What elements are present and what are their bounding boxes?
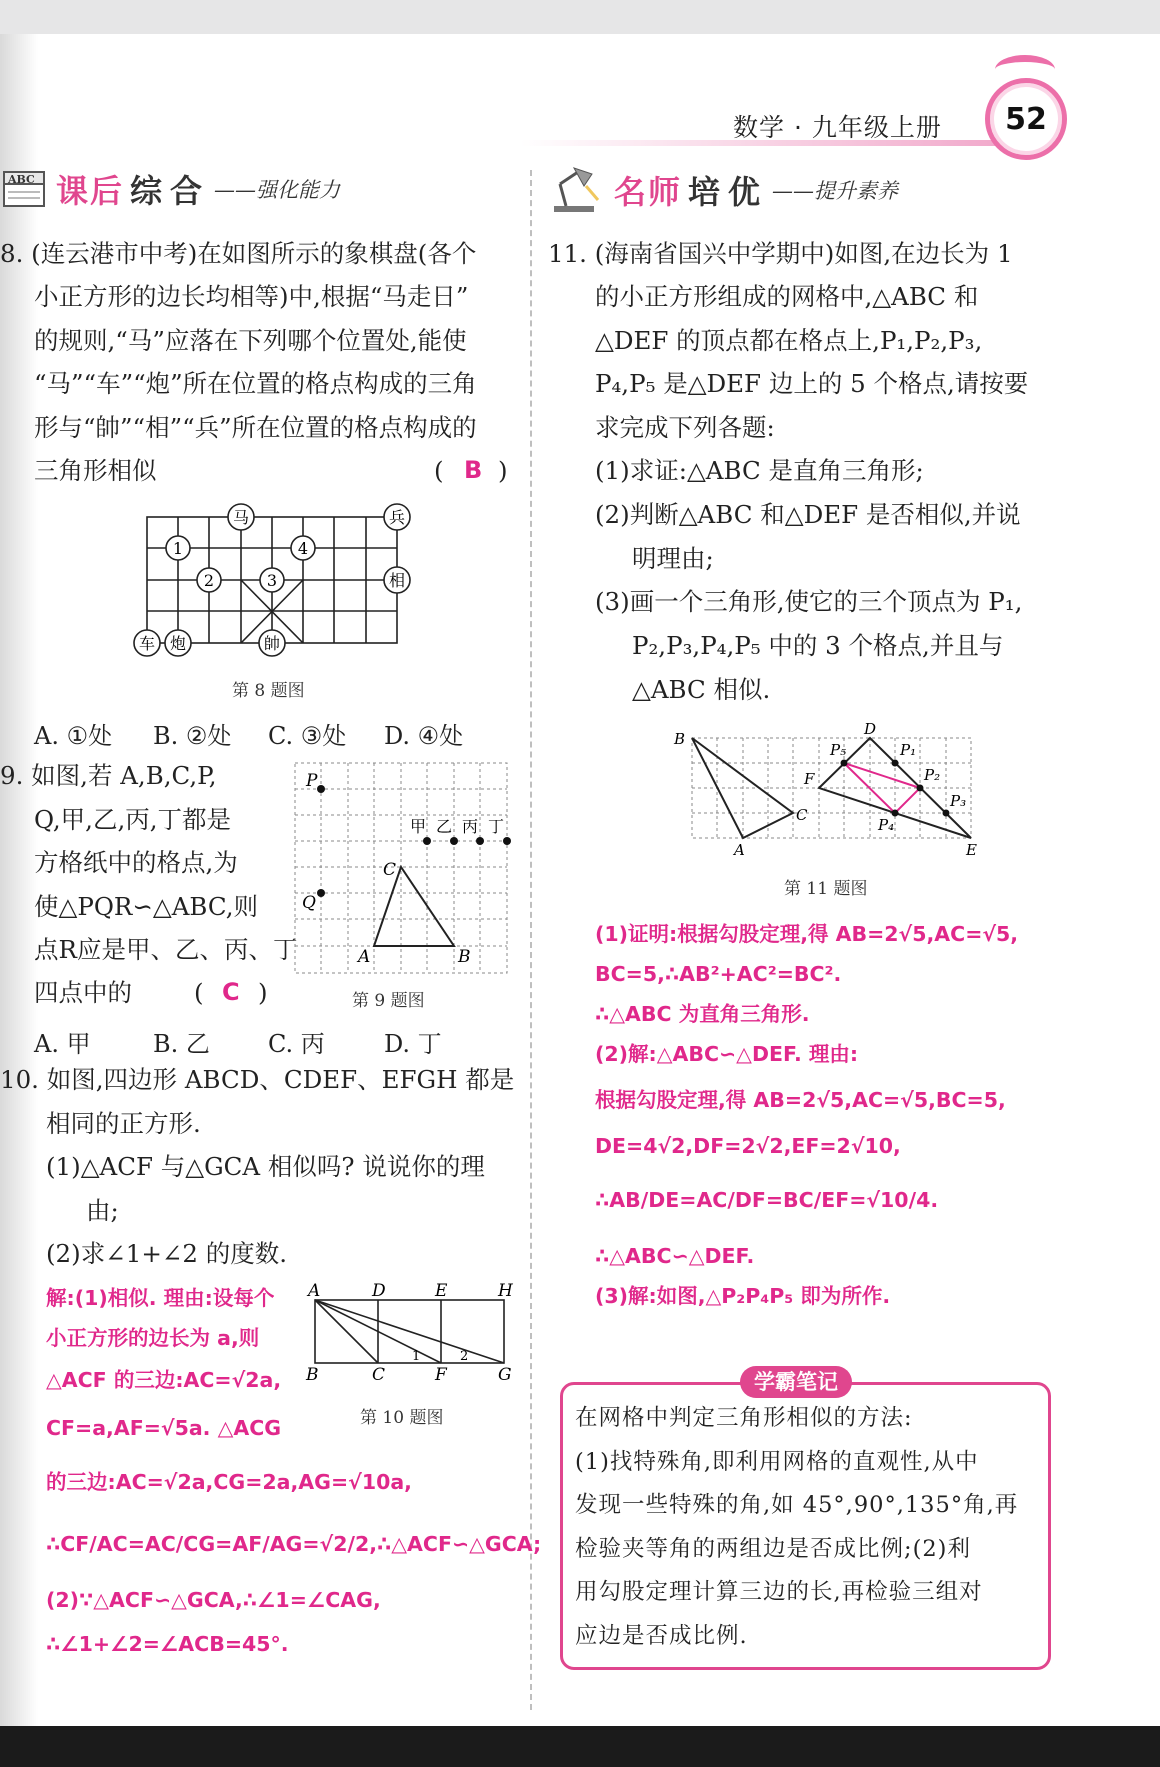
label-c: C <box>796 806 808 824</box>
label-q: Q <box>302 893 316 913</box>
q11-line: P₂,P₃,P₄,P₅ 中的 3 个格点,并且与 <box>632 631 1004 660</box>
q11-solution-line: DE=4√2,DF=2√2,EF=2√10, <box>595 1134 901 1158</box>
section-subtitle: ——提升素养 <box>772 179 899 203</box>
q9-grid-figure <box>290 758 520 978</box>
q9-line: 使△PQR∽△ABC,则 <box>34 892 259 921</box>
q9-line: 方格纸中的格点,为 <box>34 848 238 877</box>
q8-line: 形与“帥”“相”“兵”所在位置的格点构成的 <box>34 413 477 442</box>
label-b: B <box>458 947 471 967</box>
q11-grid-figure <box>668 722 988 862</box>
q11-solution-line: (2)解:△ABC∽△DEF. 理由: <box>595 1042 859 1066</box>
q8-line: 8. (连云港市中考)在如图所示的象棋盘(各个 <box>0 239 477 268</box>
q8-line: 的规则,“马”应落在下列哪个位置处,能使 <box>34 326 467 355</box>
q11-solution-line: ∴AB/DE=AC/DF=BC/EF=√10/4. <box>595 1188 939 1212</box>
q8-paren-close: ) <box>498 456 508 485</box>
point-p2 <box>917 785 924 792</box>
label-p4: P₄ <box>878 816 895 834</box>
label-f: F <box>804 770 815 788</box>
desk-lamp-icon <box>548 166 606 214</box>
label-h: H <box>498 1282 513 1301</box>
q10-solution-line: 解:(1)相似. 理由:设每个 <box>46 1286 275 1310</box>
q8-line: 小正方形的边长均相等)中,根据“马走日” <box>34 282 469 311</box>
section-title-part3: 优 <box>728 173 763 211</box>
piece-marshal-label: 帥 <box>263 634 281 653</box>
label-g: G <box>498 1365 512 1382</box>
q9-choice-a: A. 甲 <box>34 1030 91 1058</box>
position-3-label: 3 <box>266 571 278 590</box>
q11-line: 明理由; <box>632 544 714 573</box>
piece-cannon-label: 炮 <box>169 634 187 653</box>
label-a: A <box>734 841 745 859</box>
q11-solution-line: ∴△ABC 为直角三角形. <box>595 1002 810 1026</box>
q8-choice-a: A. ①处 <box>34 722 113 750</box>
q11-solution-line: BC=5,∴AB²+AC²=BC². <box>595 962 842 986</box>
label-p3: P₃ <box>950 792 967 810</box>
q9-choice-d: D. 丁 <box>384 1030 442 1058</box>
q10-solution-line: ∴∠1+∠2=∠ACB=45°. <box>46 1632 289 1656</box>
segment-ac <box>315 1300 378 1363</box>
section-title-part2: 综 <box>130 172 165 210</box>
label-p: P <box>306 771 318 791</box>
page-spine-shadow <box>0 34 38 1726</box>
section-head-after-class <box>2 166 340 212</box>
section-title-part2: 培 <box>688 173 723 211</box>
q11-line: 11. (海南省国兴中学期中)如图,在边长为 1 <box>548 239 1013 268</box>
q8-line: “马”“车”“炮”所在位置的格点构成的三角 <box>34 369 477 398</box>
note-line: (1)找特殊角,即利用网格的直观性,从中 <box>575 1448 979 1475</box>
q11-line: (1)求证:△ABC 是直角三角形; <box>595 456 924 485</box>
study-notes-text <box>575 1397 1035 1658</box>
q11-line: P₄,P₅ 是△DEF 边上的 5 个格点,请按要 <box>595 369 1029 398</box>
piece-soldier-label: 兵 <box>388 508 406 527</box>
piece-minister-label: 相 <box>388 571 406 590</box>
q11-line: △ABC 相似. <box>632 675 771 704</box>
section-subtitle: ——强化能力 <box>214 178 341 202</box>
q10-line: 相同的正方形. <box>46 1109 201 1138</box>
q10-line: (1)△ACF 与△GCA 相似吗? 说说你的理 <box>46 1152 485 1181</box>
point-jia <box>423 837 431 845</box>
point-ding <box>503 837 511 845</box>
q10-solution-line: (2)∵△ACF∽△GCA,∴∠1=∠CAG, <box>46 1588 381 1612</box>
label-a: A <box>358 947 371 967</box>
q10-solution-line: 小正方形的边长为 a,则 <box>46 1326 260 1350</box>
q11-line: (3)画一个三角形,使它的三个顶点为 P₁, <box>595 587 1023 616</box>
q11-line: (2)判断△ABC 和△DEF 是否相似,并说 <box>595 500 1021 529</box>
q8-choice-c: C. ③处 <box>268 722 347 750</box>
q11-solution-line: (1)证明:根据勾股定理,得 AB=2√5,AC=√5, <box>595 922 1019 946</box>
section-title-part1: 课后 <box>56 172 125 210</box>
q10-line: 由; <box>86 1196 119 1225</box>
q11-line: 的小正方形组成的网格中,△ABC 和 <box>595 282 979 311</box>
label-yi: 乙 <box>436 817 453 836</box>
q8-line: 三角形相似 <box>34 456 157 485</box>
position-4-label: 4 <box>297 539 309 558</box>
abc-book-icon <box>2 168 48 210</box>
point-p3 <box>943 810 950 817</box>
q9-caption: 第 9 题图 <box>352 991 425 1011</box>
q8-caption: 第 8 题图 <box>232 681 305 701</box>
note-line: 发现一些特殊的角,如 45°,90°,135°角,再 <box>575 1492 1019 1518</box>
label-d: D <box>372 1282 386 1301</box>
q9-answer: C <box>222 978 240 1006</box>
q9-line: Q,甲,乙,丙,丁都是 <box>34 805 232 834</box>
note-line: 用勾股定理计算三边的长,再检验三组对 <box>575 1579 983 1605</box>
label-f: F <box>435 1365 447 1382</box>
label-c: C <box>383 860 397 880</box>
point-p5 <box>841 760 848 767</box>
point-q <box>317 889 325 897</box>
label-ding: 丁 <box>488 817 505 836</box>
q9-paren-close: ) <box>258 978 268 1007</box>
q11-solution-line: (3)解:如图,△P₂P₄P₅ 即为所作. <box>595 1284 891 1308</box>
q9-choice-c: C. 丙 <box>268 1030 325 1058</box>
label-d: D <box>864 722 877 738</box>
q11-solution-line: 根据勾股定理,得 AB=2√5,AC=√5,BC=5, <box>595 1088 1006 1112</box>
page-header-title: 数学 · 九年级上册 <box>733 113 942 142</box>
label-c: C <box>372 1365 386 1382</box>
label-p5: P₅ <box>830 741 847 759</box>
q8-paren-open: ( <box>434 456 444 485</box>
label-jia: 甲 <box>410 817 427 836</box>
note-line: 应边是否成比例. <box>575 1622 748 1649</box>
label-b: B <box>674 730 686 748</box>
column-divider <box>530 170 532 1710</box>
position-1-label: 1 <box>172 539 184 558</box>
note-line: 在网格中判定三角形相似的方法: <box>575 1405 913 1431</box>
top-edge <box>0 0 1160 34</box>
q9-line: 9. 如图,若 A,B,C,P, <box>0 761 217 790</box>
label-bing: 丙 <box>462 817 479 836</box>
angle-1-label: 1 <box>412 1349 421 1364</box>
segment-ag <box>315 1300 504 1363</box>
q10-line: 10. 如图,四边形 ABCD、CDEF、EFGH 都是 <box>0 1065 515 1094</box>
label-e: E <box>435 1282 448 1301</box>
q10-caption: 第 10 题图 <box>360 1408 444 1428</box>
q10-solution-line: △ACF 的三边:AC=√2a, <box>46 1368 282 1392</box>
point-p <box>317 785 325 793</box>
q10-solution-line: CF=a,AF=√5a. △ACG <box>46 1416 282 1440</box>
page-number-badge: 52 <box>985 78 1067 160</box>
q9-line: 四点中的 <box>34 978 132 1007</box>
label-a: A <box>308 1282 321 1301</box>
point-bing <box>476 837 484 845</box>
section-title-part1: 名师 <box>614 173 683 211</box>
q11-caption: 第 11 题图 <box>784 879 868 899</box>
section-title-part3: 合 <box>170 172 205 210</box>
label-e: E <box>966 841 977 859</box>
label-b: B <box>306 1365 319 1382</box>
section-head-teacher <box>548 166 898 214</box>
q9-paren-open: ( <box>194 978 204 1007</box>
study-notes-title: 学霸笔记 <box>740 1366 852 1398</box>
note-line: 检验夹等角的两组边是否成比例;(2)利 <box>575 1535 971 1562</box>
q8-chessboard-figure <box>130 500 420 665</box>
piece-chariot-label: 车 <box>138 634 156 653</box>
q8-choice-d: D. ④处 <box>384 722 464 750</box>
q11-line: △DEF 的顶点都在格点上,P₁,P₂,P₃, <box>595 326 983 355</box>
q10-solution-line: 的三边:AC=√2a,CG=2a,AG=√10a, <box>46 1470 412 1494</box>
q8-choice-b: B. ②处 <box>153 722 232 750</box>
q9-line: 点R应是甲、乙、丙、丁 <box>34 935 298 964</box>
q11-line: 求完成下列各题: <box>595 413 775 442</box>
label-p1: P₁ <box>900 741 917 759</box>
q9-choice-b: B. 乙 <box>153 1030 210 1058</box>
piece-horse-label: 马 <box>232 508 250 527</box>
position-2-label: 2 <box>203 571 215 590</box>
q11-solution-line: ∴△ABC∽△DEF. <box>595 1244 755 1268</box>
q10-line: (2)求∠1+∠2 的度数. <box>46 1239 288 1268</box>
q10-squares-figure <box>300 1282 515 1382</box>
point-yi <box>450 837 458 845</box>
q10-solution-line: ∴CF/AC=AC/CG=AF/AG=√2/2,∴△ACF∽△GCA; <box>46 1532 542 1556</box>
q8-answer: B <box>464 456 483 484</box>
svg-text:ABC: ABC <box>8 173 35 186</box>
label-p2: P₂ <box>924 766 941 784</box>
point-p1 <box>892 760 899 767</box>
bottom-edge <box>0 1726 1160 1767</box>
angle-2-label: 2 <box>460 1349 469 1364</box>
